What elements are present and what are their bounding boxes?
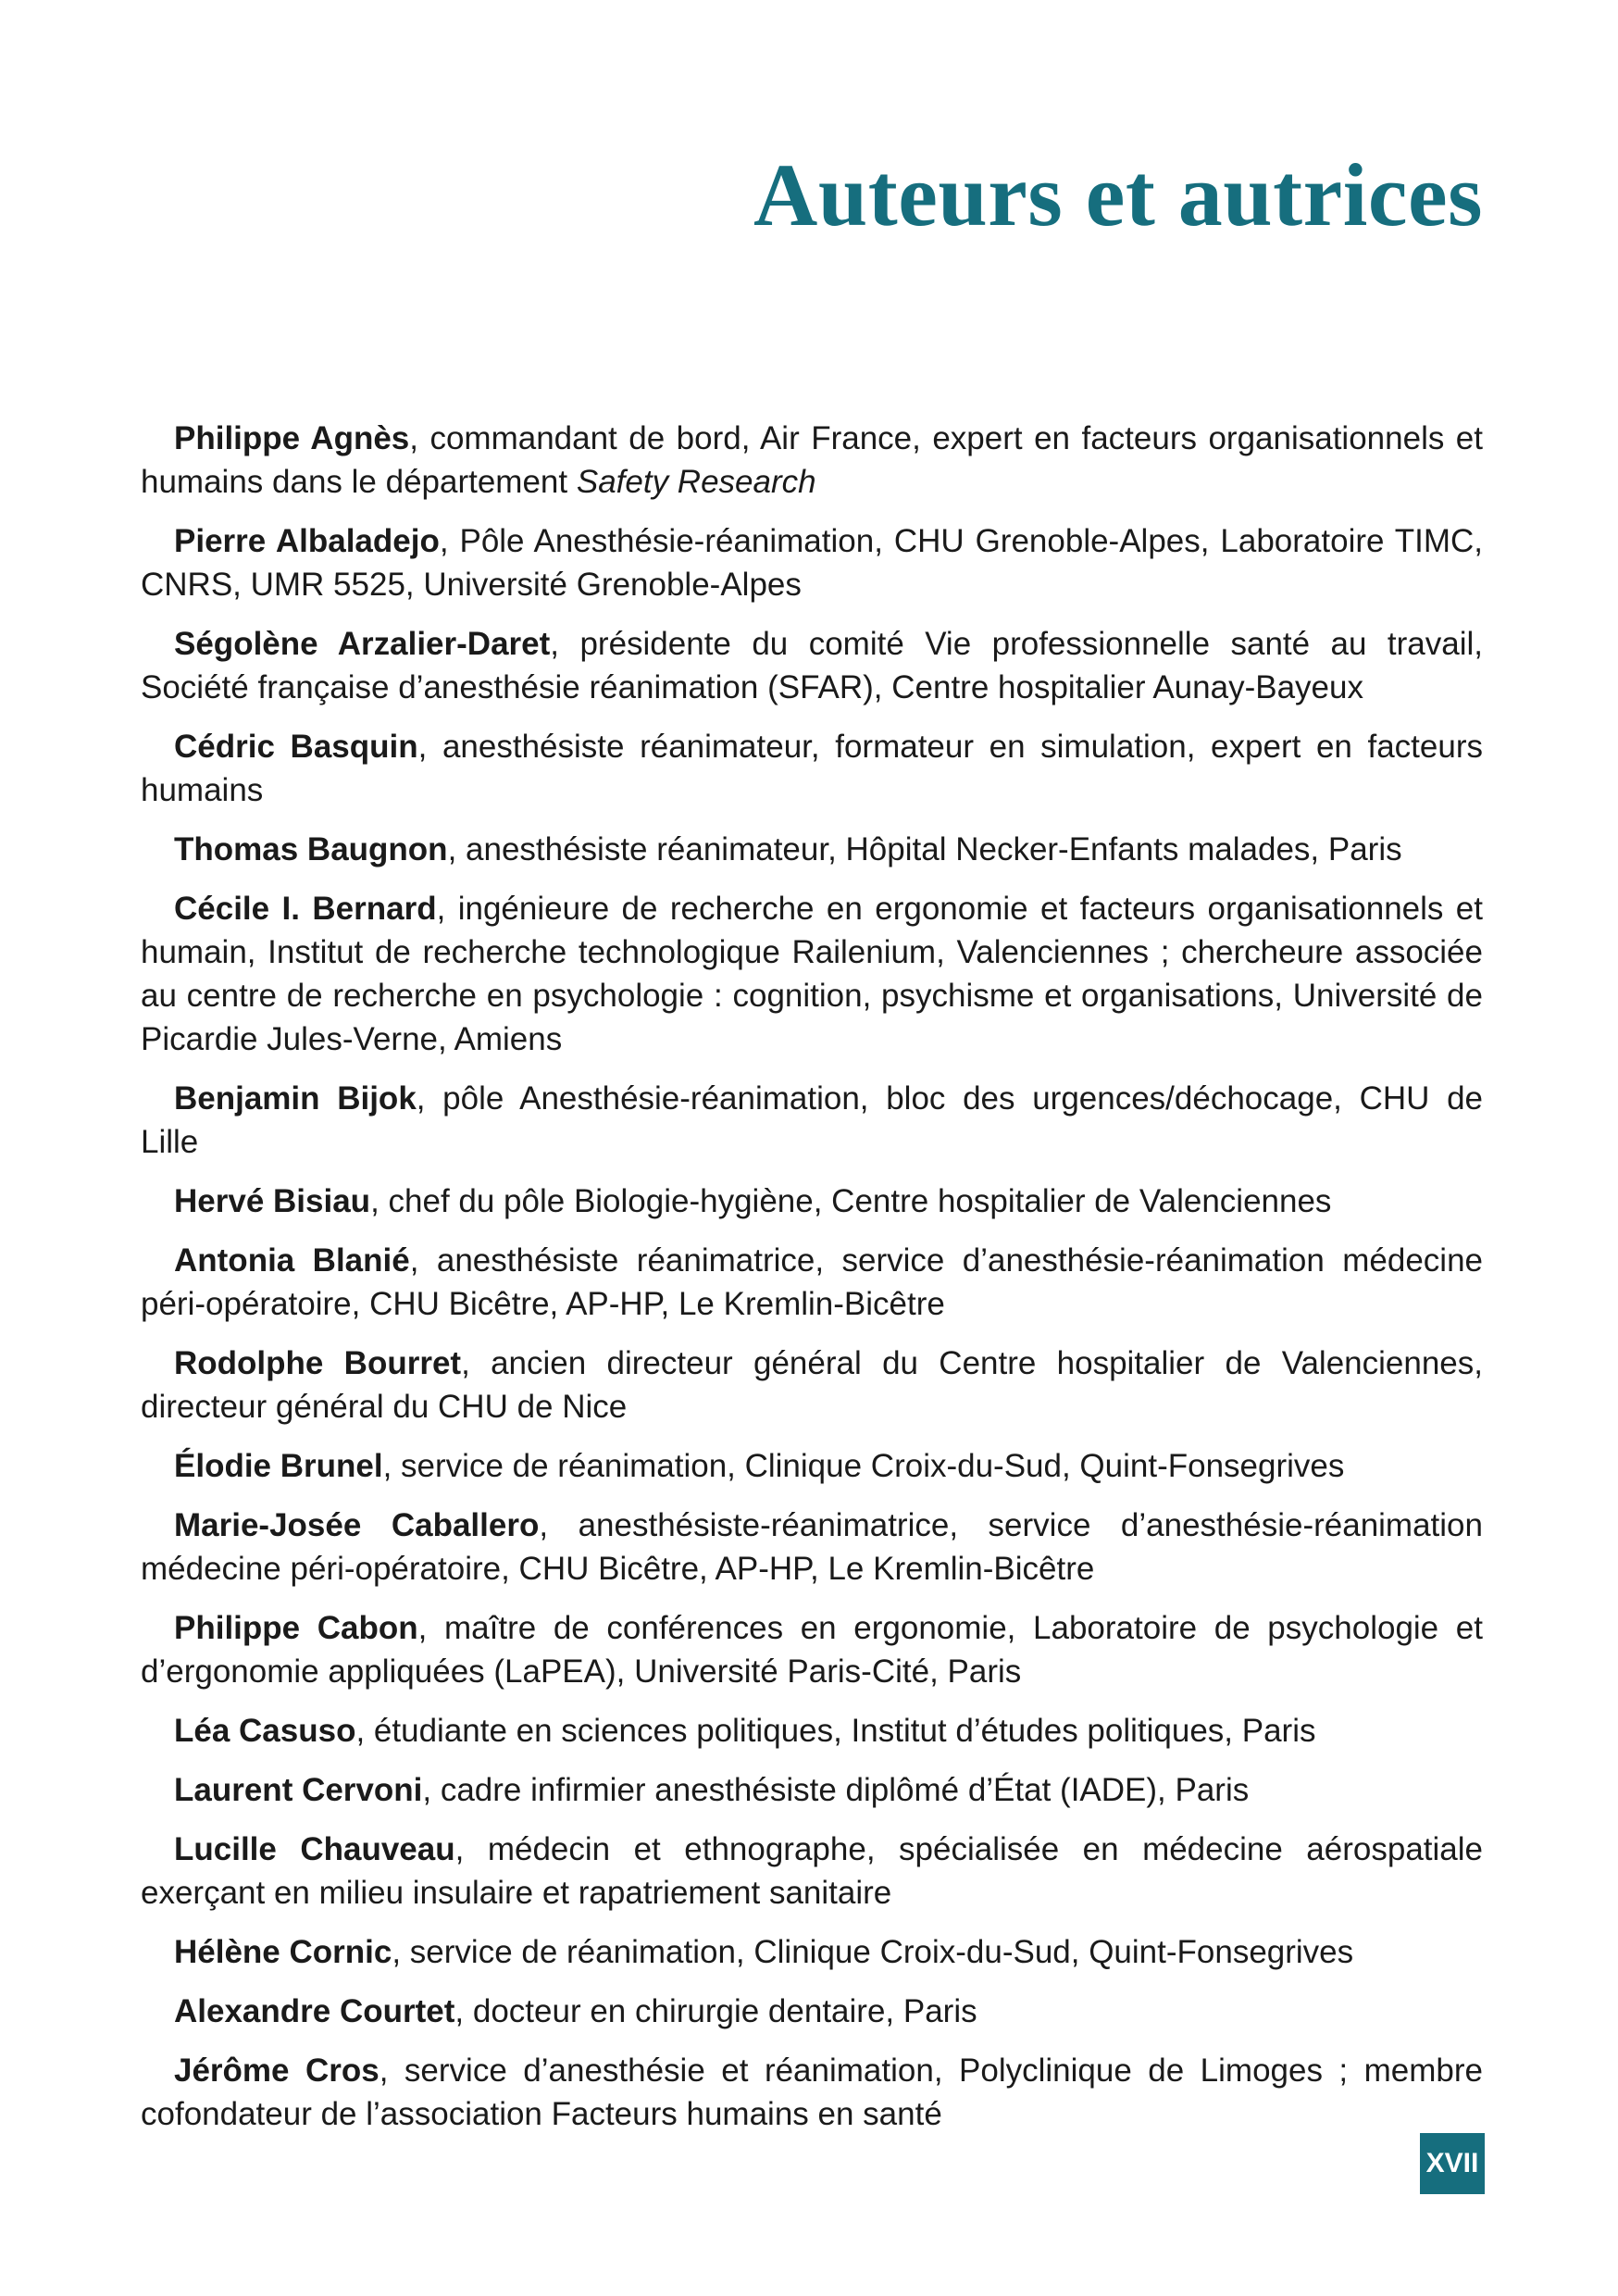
author-entry — [141, 2049, 1483, 2136]
author-entry — [141, 828, 1483, 871]
author-entry — [141, 1341, 1483, 1429]
authors-list — [141, 417, 1483, 2152]
author-name: Philippe Cabon — [174, 1610, 418, 1646]
author-name: Hervé Bisiau — [174, 1183, 371, 1219]
author-name: Rodolphe Bourret — [174, 1345, 462, 1381]
author-name: Cédric Basquin — [174, 729, 418, 765]
author-entry — [141, 1077, 1483, 1164]
author-entry — [141, 519, 1483, 606]
author-entry — [141, 1444, 1483, 1488]
author-name: Marie-Josée Caballero — [174, 1507, 540, 1543]
author-affiliation: , anesthésiste réanimateur, Hôpital Necker-Enfants malades, Paris — [447, 831, 1402, 867]
author-entry — [141, 1179, 1483, 1223]
author-name: Cécile I. Bernard — [174, 891, 437, 927]
author-name: Hélène Cornic — [174, 1934, 392, 1970]
author-affiliation: , maître de conférences en ergonomie, Laboratoire de psychologie et d’ergonomie appliquées (LaPEA), Université Paris-Cité, Paris — [141, 1610, 1483, 1690]
author-name: Léa Casuso — [174, 1713, 356, 1749]
author-affiliation: , docteur en chirurgie dentaire, Paris — [454, 1993, 977, 2029]
author-name: Pierre Albaladejo — [174, 523, 440, 559]
author-entry — [141, 887, 1483, 1061]
author-affiliation: , anesthésiste réanimatrice, service d’anesthésie-réanimation médecine péri-opératoire, CHU Bicêtre, AP-HP, Le Kremlin-Bicêtre — [141, 1242, 1483, 1322]
author-affiliation: , anesthésiste-réanimatrice, service d’anesthésie-réanimation médecine péri-opératoire, CHU Bicêtre, AP-HP, Le Kremlin-Bicêtre — [141, 1507, 1483, 1587]
author-name: Alexandre Courtet — [174, 1993, 455, 2029]
author-entry — [141, 1768, 1483, 1812]
author-name: Ségolène Arzalier-Daret — [174, 626, 551, 662]
author-affiliation: , Pôle Anesthésie-réanimation, CHU Grenoble-Alpes, Laboratoire TIMC, CNRS, UMR 5525, Université Grenoble-Alpes — [141, 523, 1483, 603]
author-name: Thomas Baugnon — [174, 831, 448, 867]
author-name: Lucille Chauveau — [174, 1831, 455, 1867]
author-entry — [141, 1504, 1483, 1591]
page-title: Auteurs et autrices — [753, 145, 1483, 244]
author-entry — [141, 725, 1483, 812]
author-name: Élodie Brunel — [174, 1448, 383, 1484]
author-entry — [141, 1709, 1483, 1753]
author-entry — [141, 1990, 1483, 2033]
author-entry — [141, 1239, 1483, 1326]
page-number: XVII — [1420, 2133, 1485, 2194]
author-name: Laurent Cervoni — [174, 1772, 423, 1808]
author-affiliation: , anesthésiste réanimateur, formateur en simulation, expert en facteurs humains — [141, 729, 1483, 808]
author-entry — [141, 1606, 1483, 1693]
author-name: Philippe Agnès — [174, 420, 410, 456]
author-entry — [141, 1930, 1483, 1974]
author-entry — [141, 417, 1483, 504]
author-affiliation: , service de réanimation, Clinique Croix-du-Sud, Quint-Fonsegrives — [392, 1934, 1354, 1970]
author-entry — [141, 622, 1483, 709]
author-entry — [141, 1828, 1483, 1915]
author-affiliation: , service de réanimation, Clinique Croix-du-Sud, Quint-Fonsegrives — [382, 1448, 1345, 1484]
author-name: Antonia Blanié — [174, 1242, 410, 1279]
author-affiliation: , commandant de bord, Air France, expert en facteurs organisationnels et humains dans le département — [141, 420, 1483, 500]
author-affiliation: , étudiante en sciences politiques, Institut d’études politiques, Paris — [355, 1713, 1316, 1749]
author-affiliation: , ingénieure de recherche en ergonomie et facteurs organisationnels et humain, Institut de recherche technologique Railenium, Valenciennes ; chercheure associée au centre de recherche en psychologie : cognition, psychisme et organisations, Université de Picardie Jules-Verne, Amiens — [141, 891, 1483, 1057]
author-affiliation: , chef du pôle Biologie-hygiène, Centre hospitalier de Valenciennes — [370, 1183, 1332, 1219]
author-affiliation: , pôle Anesthésie-réanimation, bloc des urgences/déchocage, CHU de Lille — [141, 1080, 1483, 1160]
author-affiliation: , service d’anesthésie et réanimation, Polyclinique de Limoges ; membre cofondateur de l’association Facteurs humains en santé — [141, 2053, 1483, 2132]
author-name: Jérôme Cros — [174, 2053, 380, 2089]
author-affiliation-emphasis: Safety Research — [576, 464, 816, 500]
author-name: Benjamin Bijok — [174, 1080, 417, 1117]
author-affiliation: , médecin et ethnographe, spécialisée en médecine aérospatiale exerçant en milieu insulaire et rapatriement sanitaire — [141, 1831, 1483, 1911]
author-affiliation: , ancien directeur général du Centre hospitalier de Valenciennes, directeur général du CHU de Nice — [141, 1345, 1483, 1425]
author-affiliation: , présidente du comité Vie professionnelle santé au travail, Société française d’anesthésie réanimation (SFAR), Centre hospitalier Aunay-Bayeux — [141, 626, 1483, 705]
author-affiliation: , cadre infirmier anesthésiste diplômé d’État (IADE), Paris — [422, 1772, 1250, 1808]
